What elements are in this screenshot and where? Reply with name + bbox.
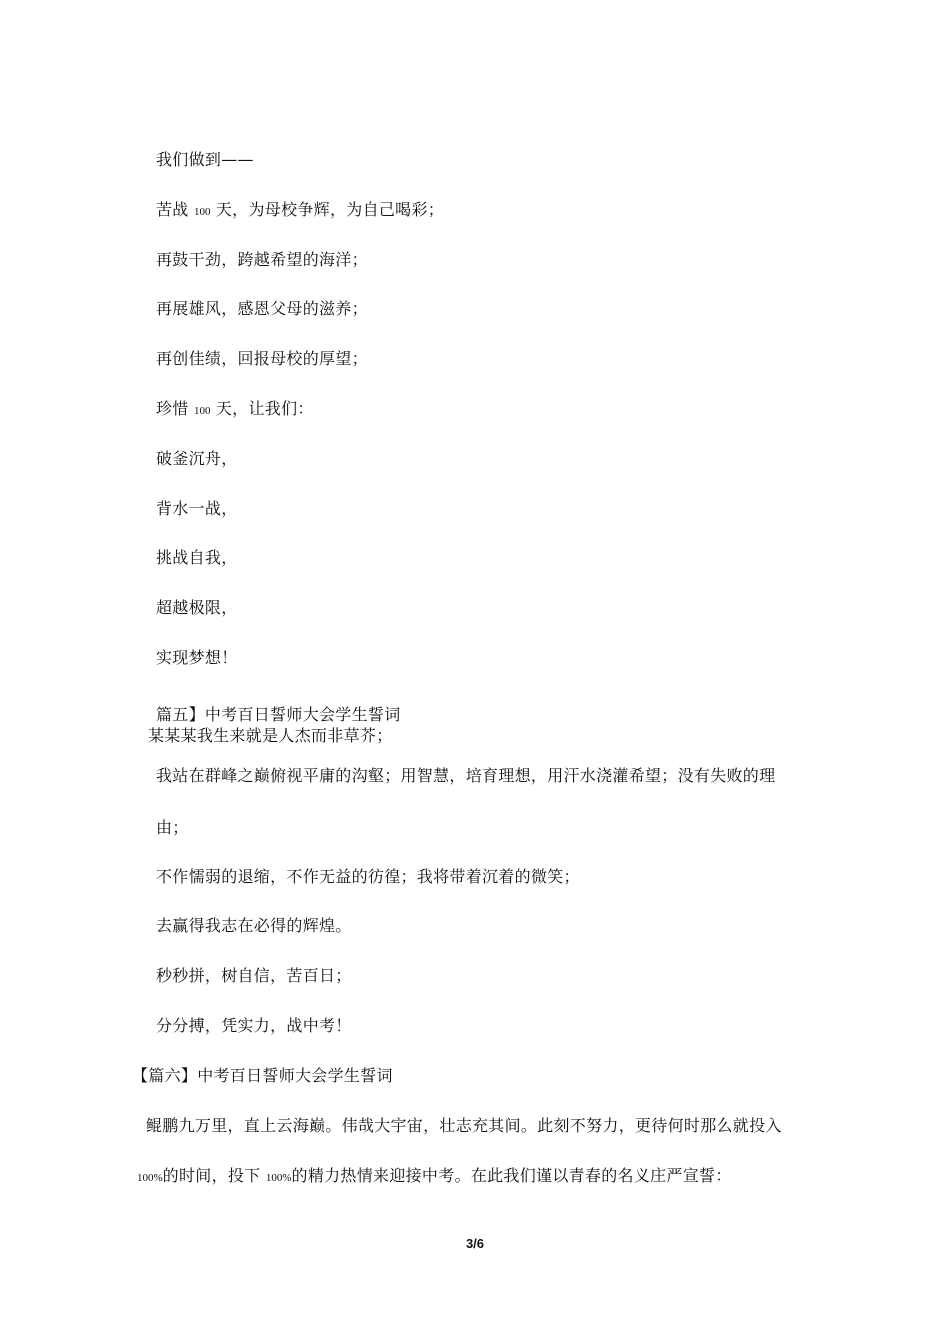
oath-line: 某某某我生来就是人杰而非草芥； (148, 726, 393, 745)
page-number: 3/6 (465, 1236, 485, 1251)
oath-line: 再鼓干劲，跨越希望的海洋； (156, 250, 368, 269)
oath-line: 实现梦想！ (156, 648, 238, 667)
text-segment: 天，为母校争辉，为自己喝彩； (210, 200, 445, 219)
text-segment: 天，让我们： (210, 399, 314, 418)
oath-line: 再创佳绩，回报母校的厚望； (156, 349, 368, 368)
oath-line (137, 1166, 732, 1188)
oath-line: 破釜沉舟， (156, 449, 238, 468)
oath-line: 由； (156, 818, 189, 837)
number-segment: 100% (265, 1172, 292, 1184)
text-segment: 的精力热情来迎接中考。在此我们谨以青春的名义庄严宣誓： (291, 1166, 732, 1185)
oath-line: 鲲鹏九万里，直上云海巅。伟哉大宇宙，壮志充其间。此刻不努力，更待何时那么就投入 (146, 1116, 782, 1135)
number-segment: 100 (194, 405, 211, 417)
text-segment: 的时间，投下 (162, 1166, 266, 1185)
oath-line: 超越极限， (156, 598, 238, 617)
oath-line: 我们做到—— (156, 150, 254, 169)
number-segment: 100% (137, 1172, 163, 1184)
oath-line: 我站在群峰之巅俯视平庸的沟壑；用智慧，培育理想，用汗水浇灌希望；没有失败的理 (156, 766, 776, 785)
oath-line: 不作懦弱的退缩，不作无益的彷徨；我将带着沉着的微笑； (156, 867, 580, 886)
oath-line: 背水一战， (156, 499, 238, 518)
oath-line (156, 399, 314, 421)
oath-line (156, 200, 444, 222)
section-heading: 篇五】中考百日誓师大会学生誓词 (156, 705, 401, 724)
oath-line: 去赢得我志在必得的辉煌。 (156, 916, 352, 935)
text-segment: 珍惜 (156, 399, 194, 418)
oath-line: 秒秒拼，树自信，苦百日； (156, 966, 352, 985)
text-segment: 苦战 (156, 200, 194, 219)
oath-line: 再展雄风，感恩父母的滋养； (156, 299, 368, 318)
number-segment: 100 (194, 206, 211, 218)
oath-line: 分分搏，凭实力，战中考！ (156, 1016, 352, 1035)
section-heading: 【篇六】中考百日誓师大会学生誓词 (132, 1066, 393, 1085)
oath-line: 挑战自我， (156, 548, 238, 567)
